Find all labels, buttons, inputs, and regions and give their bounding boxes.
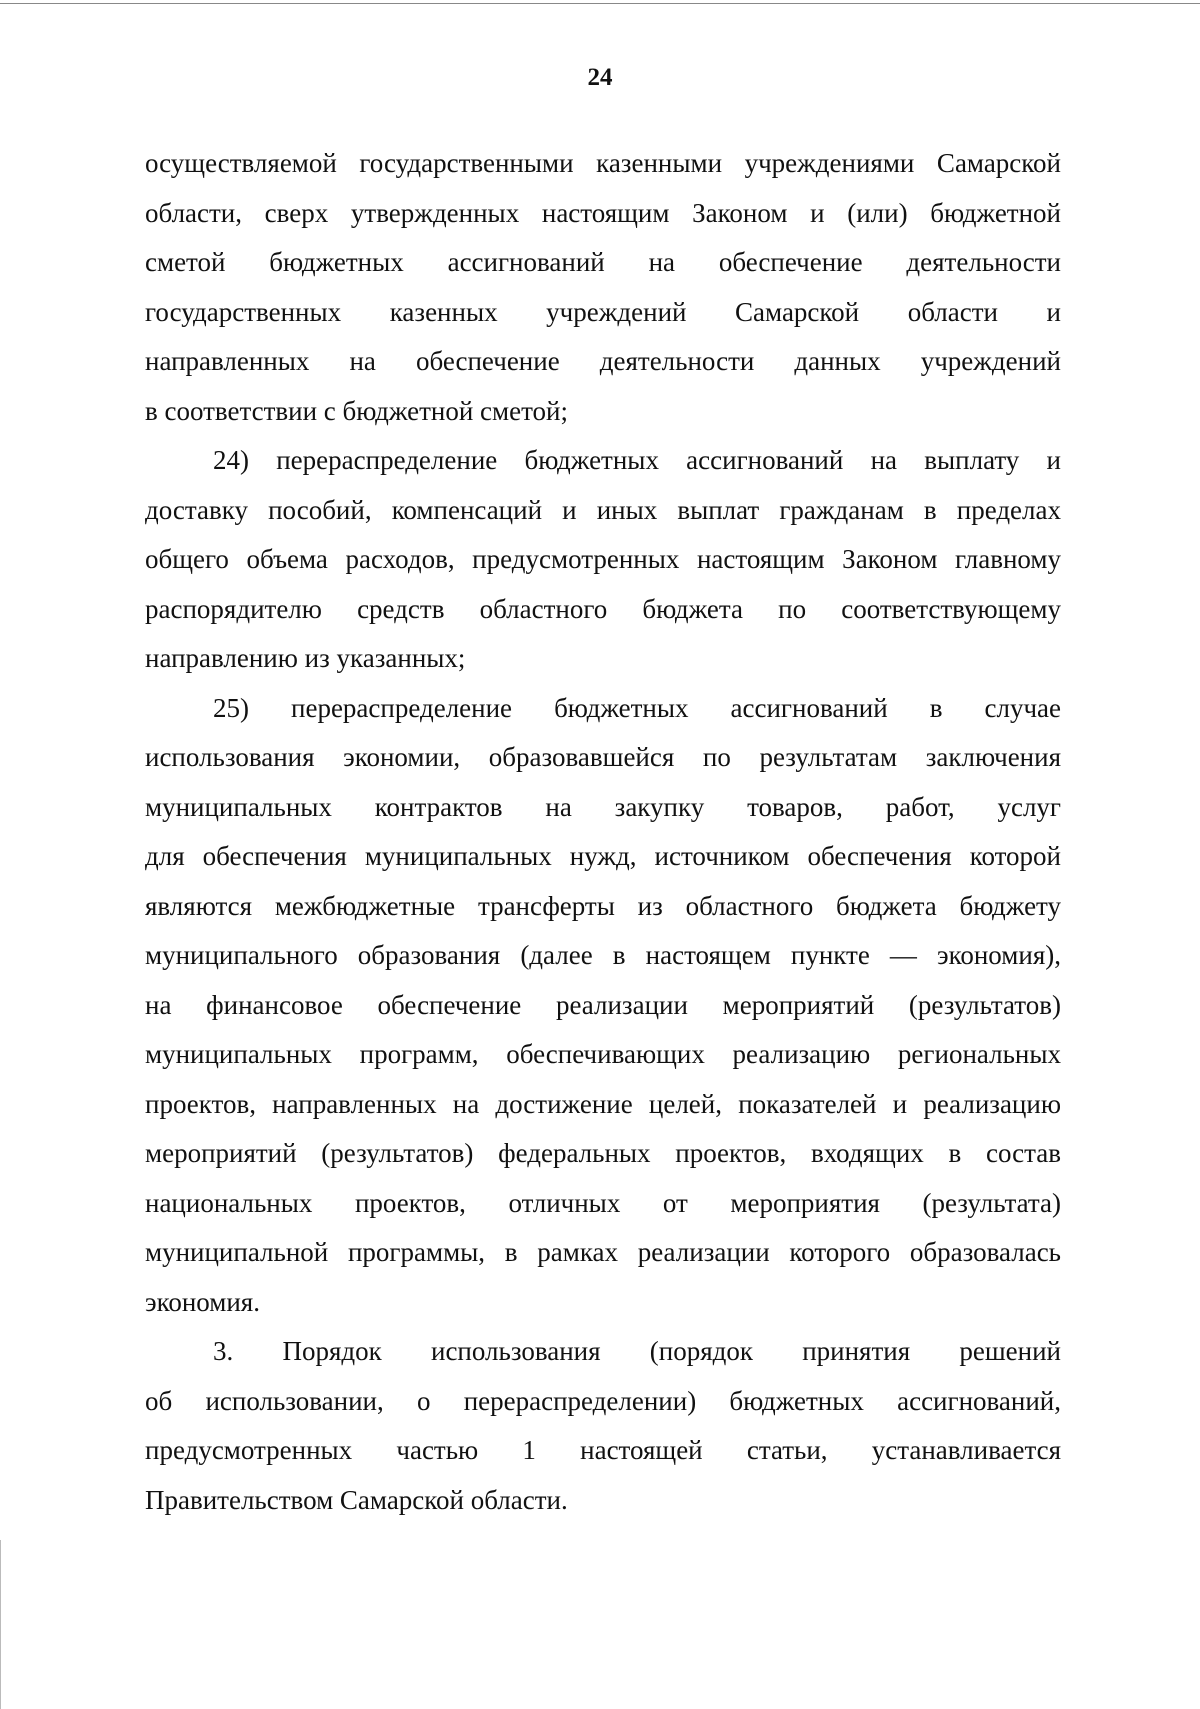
- text-line: общего объема расходов, предусмотренных настоящим Законом главному: [145, 544, 1061, 574]
- text-line: на финансовое обеспечение реализации мероприятий (результатов): [145, 989, 1061, 1020]
- scan-top-edge: [0, 3, 1200, 4]
- text-line: проектов, направленных на достижение целей, показателей и реализацию: [145, 1088, 1061, 1119]
- text-line: направлению из указанных;: [145, 643, 466, 673]
- text-line: 24) перераспределение бюджетных ассигнований на выплату и: [213, 445, 1061, 475]
- text-line: 25) перераспределение бюджетных ассигнований в случае: [213, 692, 1061, 723]
- text-line: в соответствии с бюджетной сметой;: [145, 395, 568, 426]
- text-line: государственных казенных учреждений Самарской области и: [145, 296, 1061, 327]
- text-line: об использовании, о перераспределении) бюджетных ассигнований,: [145, 1385, 1061, 1416]
- text-line: муниципальных программ, обеспечивающих реализацию региональных: [145, 1039, 1061, 1069]
- text-line: Правительством Самарской области.: [145, 1484, 568, 1515]
- text-line: осуществляемой государственными казенными учреждениями Самарской: [145, 148, 1061, 178]
- scan-left-edge: [0, 1540, 1, 1709]
- text-line: сметой бюджетных ассигнований на обеспечение деятельности: [145, 247, 1061, 277]
- text-line: доставку пособий, компенсаций и иных выплат гражданам в пределах: [145, 494, 1061, 525]
- text-line: муниципальных контрактов на закупку товаров, работ, услуг: [145, 791, 1061, 822]
- text-line: области, сверх утвержденных настоящим Законом и (или) бюджетной: [145, 197, 1061, 228]
- text-line: для обеспечения муниципальных нужд, источником обеспечения которой: [145, 841, 1061, 871]
- text-line: использования экономии, образовавшейся по результатам заключения: [145, 742, 1061, 772]
- text-line: распорядителю средств областного бюджета по соответствующему: [145, 593, 1061, 624]
- text-line: 3. Порядок использования (порядок принятия решений: [213, 1336, 1061, 1366]
- page-number: 24: [587, 64, 613, 91]
- paragraph-item-24: [145, 436, 1061, 684]
- text-line: национальных проектов, отличных от мероприятия (результата): [145, 1187, 1061, 1218]
- document-body: [145, 139, 1061, 1525]
- text-line: экономия.: [145, 1286, 260, 1317]
- text-line: направленных на обеспечение деятельности данных учреждений: [145, 346, 1061, 376]
- text-line: предусмотренных частью 1 настоящей статьи, устанавливается: [145, 1435, 1061, 1465]
- text-line: являются межбюджетные трансферты из областного бюджета бюджету: [145, 890, 1061, 921]
- text-line: мероприятий (результатов) федеральных проектов, входящих в состав: [145, 1138, 1061, 1168]
- text-line: муниципального образования (далее в настоящем пункте — экономия),: [145, 940, 1061, 970]
- paragraph-item-25: [145, 684, 1061, 1328]
- paragraph-continuation: [145, 139, 1061, 436]
- paragraph-part-3: [145, 1327, 1061, 1525]
- text-line: муниципальной программы, в рамках реализации которого образовалась: [145, 1237, 1061, 1267]
